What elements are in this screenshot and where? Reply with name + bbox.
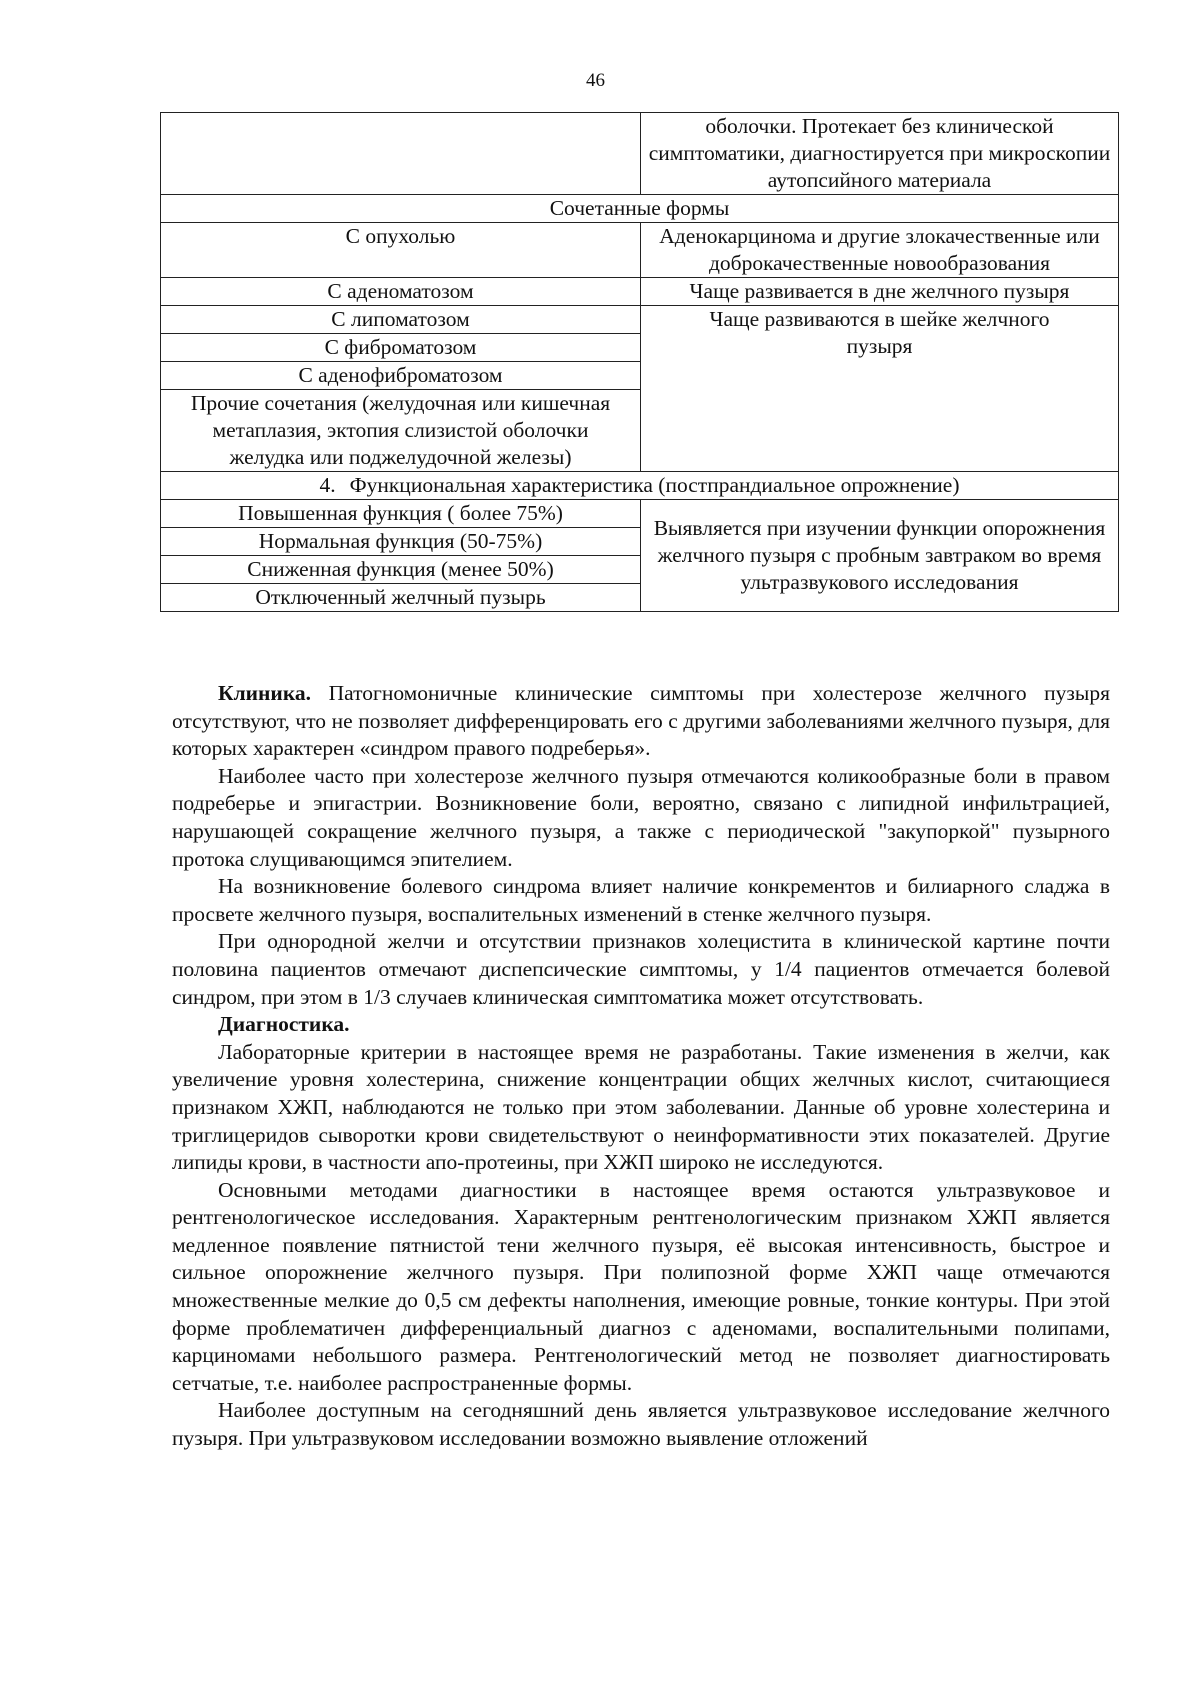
paragraph: Наиболее доступным на сегодняшний день является ультразвуковое исследование желчного пузыря. При ультразвуковом исследовании возможно выявление отложений xyxy=(172,1398,1110,1451)
table-cell: Аденокарцинома и другие злокачественные или доброкачественные новообразования xyxy=(641,223,1119,278)
classification-table xyxy=(160,112,1119,612)
table-cell: оболочки. Протекает без клинической симптоматики, диагностируется при микроскопии аутопсийного материала xyxy=(641,113,1119,195)
table-cell: Прочие сочетания (желудочная или кишечная метаплазия, эктопия слизистой оболочки желудка или поджелудочной железы) xyxy=(161,390,641,472)
table-cell: Чаще развивается в дне желчного пузыря xyxy=(641,278,1119,306)
paragraph-text: Патогномоничные клинические симптомы при холестерозе желчного пузыря отсутствуют, что не позволяет дифференцировать его с другими заболеваниями желчного пузыря, для которых характерен «синдром правого подреберья». xyxy=(172,681,1111,761)
page-number: 46 xyxy=(586,70,605,91)
section-title: Функциональная характеристика (постпрандиальное опрожнение) xyxy=(349,473,960,497)
table-cell: С липоматозом xyxy=(161,306,641,334)
table-row xyxy=(161,223,1119,278)
paragraph xyxy=(172,680,1110,763)
paragraph: Основными методами диагностики в настоящее время остаются ультразвуковое и рентгенологическое исследования. Характерным рентгенологическим признаком ХЖП является медленное появление пятнистой тени желчного пузыря, её высокая интенсивность, быстрое и сильное опорожнение желчного пузыря. При полипозной форме ХЖП чаще отмечаются множественные мелкие до 0,5 см дефекты наполнения, имеющие ровные, тонкие контуры. При этой форме проблематичен дифференциальный диагноз с аденомами, воспалительными полипами, карциномами небольшого размера. Рентгенологический метод не позволяет диагностировать сетчатые, т.е. наиболее распространенные формы. xyxy=(172,1177,1110,1395)
table-section-header xyxy=(161,472,1119,500)
table-row xyxy=(161,278,1119,306)
paragraph: Наиболее часто при холестерозе желчного пузыря отмечаются коликообразные боли в правом подреберье и эпигастрии. Возникновение боли, вероятно, связано с липидной инфильтрацией, нарушающей сокращение желчного пузыря, а также с периодической "закупоркой" пузырного протока слущивающимся эпителием. xyxy=(172,763,1110,871)
table-cell: С аденофиброматозом xyxy=(161,362,641,390)
paragraph: При однородной желчи и отсутствии признаков холецистита в клинической картине почти половина пациентов отмечают диспепсические симптомы, у 1/4 пациентов отмечается болевой синдром, при этом в 1/3 случаев клиническая симптоматика может отсутствовать. xyxy=(172,929,1110,1009)
body-text xyxy=(172,680,1110,1453)
table-cell: С фиброматозом xyxy=(161,334,641,362)
table-cell: С аденоматозом xyxy=(161,278,641,306)
section-number: 4. xyxy=(319,473,336,497)
table-row xyxy=(161,500,1119,528)
paragraph: Лабораторные критерии в настоящее время не разработаны. Такие изменения в желчи, как увеличение уровня холестерина, снижение концентрации общих желчных кислот, считающиеся признаком ХЖП, наблюдаются не только при этом заболевании. Данные об уровне холестерина и триглицеридов сыворотки крови свидетельствуют о неинформативности этих показателей. Другие липиды крови, в частности апо-протеины, при ХЖП широко не исследуются. xyxy=(172,1039,1110,1175)
table-row xyxy=(161,306,1119,334)
clinic-heading: Клиника. xyxy=(218,681,312,705)
functional-header xyxy=(161,472,1119,500)
paragraph: На возникновение болевого синдрома влияет наличие конкрементов и билиарного сладжа в просвете желчного пузыря, воспалительных изменений в стенке желчного пузыря. xyxy=(172,874,1110,926)
table-cell: Отключенный желчный пузырь xyxy=(161,584,641,612)
table-cell-neck-note: Чаще развиваются в шейке желчного пузыря xyxy=(641,306,1119,472)
table-cell: С опухолью xyxy=(161,223,641,278)
diagnostics-heading: Диагностика. xyxy=(218,1012,350,1037)
table-row xyxy=(161,113,1119,195)
table-cell: Повышенная функция ( более 75%) xyxy=(161,500,641,528)
table-cell-empty xyxy=(161,113,641,195)
table-section-header xyxy=(161,195,1119,223)
table-cell: Сниженная функция (менее 50%) xyxy=(161,556,641,584)
table-cell-func-note: Выявляется при изучении функции опорожнения желчного пузыря с пробным завтраком во время ультразвукового исследования xyxy=(641,500,1119,612)
combined-forms-header: Сочетанные формы xyxy=(161,195,1119,223)
table-cell: Нормальная функция (50-75%) xyxy=(161,528,641,556)
